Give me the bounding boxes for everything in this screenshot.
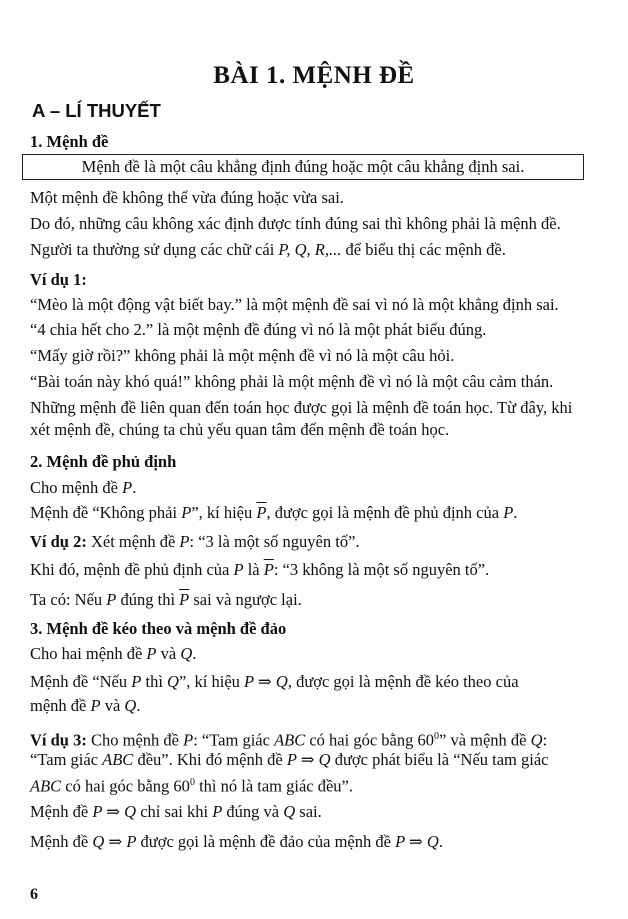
paragraph: Cho mệnh đề P.	[30, 478, 137, 497]
page-title: BÀI 1. MỆNH ĐỀ	[213, 62, 415, 89]
section-heading: A – LÍ THUYẾT	[32, 100, 161, 121]
paragraph: xét mệnh đề, chúng ta chủ yếu quan tâm đến mệnh đề toán học.	[30, 420, 450, 439]
not-p-symbol: $\overline{P}$	[179, 590, 190, 609]
paragraph: ABC có hai góc bằng $60^0$ thì nó là tam giác đều”.	[30, 776, 354, 796]
definition-box: Mệnh đề là một câu khẳng định đúng hoặc một câu khẳng định sai.	[22, 154, 584, 180]
paragraph: Ta có: Nếu P đúng thì $\overline{P}$ sai và ngược lại.	[30, 590, 302, 609]
paragraph: Mệnh đề P ⇒ Q chỉ sai khi P đúng và Q sai.	[30, 802, 322, 821]
example-2-label: Ví dụ 2:	[30, 532, 87, 551]
example-line: “4 chia hết cho 2.” là một mệnh đề đúng vì nó là một phát biểu đúng.	[30, 320, 487, 339]
paragraph: mệnh đề P và Q.	[30, 696, 141, 715]
paragraph: “Tam giác ABC đều”. Khi đó mệnh đề P ⇒ Q được phát biểu là “Nếu tam giác	[30, 750, 549, 769]
paragraph: Cho hai mệnh đề P và Q.	[30, 644, 197, 663]
paragraph: Do đó, những câu không xác định được tính đúng sai thì không phải là mệnh đề.	[30, 214, 561, 233]
heading-proposition: 1. Mệnh đề	[30, 132, 109, 151]
example-line: “Mấy giờ rồi?” không phải là một mệnh đề vì nó là một câu hỏi.	[30, 346, 455, 365]
paragraph: Mệnh đề Q ⇒ P được gọi là mệnh đề đảo của mệnh đề P ⇒ Q.	[30, 832, 443, 851]
example-line: “Mèo là một động vật biết bay.” là một mệnh đề sai vì nó là một khẳng định sai.	[30, 295, 559, 314]
not-p-symbol: $\overline{P}$	[263, 560, 274, 579]
example-1-label: Ví dụ 1:	[30, 270, 87, 289]
heading-negation: 2. Mệnh đề phủ định	[30, 452, 177, 471]
paragraph: Một mệnh đề không thể vừa đúng hoặc vừa sai.	[30, 188, 344, 207]
example-line: “Bài toán này khó quá!” không phải là một mệnh đề vì nó là một câu cảm thán.	[30, 372, 554, 391]
paragraph: Ví dụ 2: Xét mệnh đề P: “3 là một số nguyên tố”.	[30, 532, 360, 551]
page-number: 6	[30, 886, 38, 903]
paragraph: Khi đó, mệnh đề phủ định của P là $\overline{P}$: “3 không là một số nguyên tố”.	[30, 560, 490, 579]
paragraph: Người ta thường sử dụng các chữ cái P, Q, R,... để biểu thị các mệnh đề.	[30, 240, 506, 259]
paragraph: Mệnh đề “Không phải P”, kí hiệu $\overline{P}$, được gọi là mệnh đề phủ định của P.	[30, 503, 518, 522]
heading-implication: 3. Mệnh đề kéo theo và mệnh đề đảo	[30, 619, 287, 638]
not-p-symbol: $\overline{P}$	[256, 503, 267, 522]
paragraph: Những mệnh đề liên quan đến toán học được gọi là mệnh đề toán học. Từ đây, khi	[30, 398, 573, 417]
paragraph: Mệnh đề “Nếu P thì Q”, kí hiệu P ⇒ Q, được gọi là mệnh đề kéo theo của	[30, 672, 519, 691]
paragraph: Ví dụ 3: Cho mệnh đề P: “Tam giác ABC có hai góc bằng $60^0$” và mệnh đề Q:	[30, 730, 548, 750]
example-3-label: Ví dụ 3:	[30, 730, 87, 750]
